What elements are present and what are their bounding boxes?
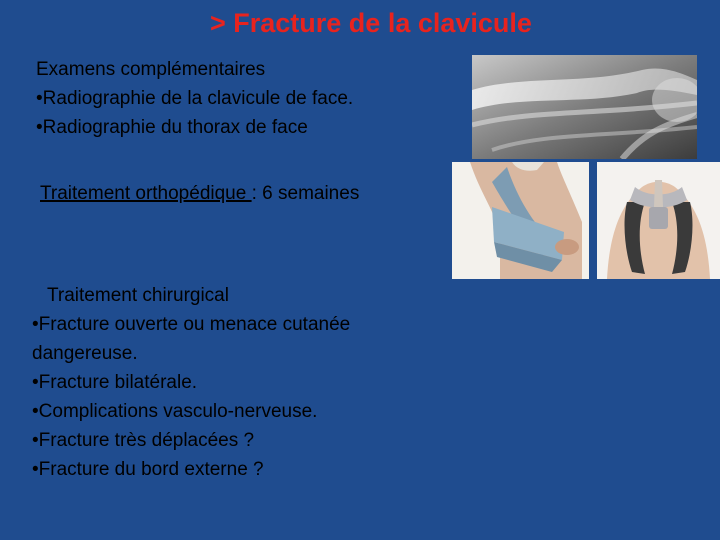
slide-title: > Fracture de la clavicule (210, 8, 532, 38)
surgical-heading: Traitement chirurgical (47, 285, 229, 306)
surgical-item: •Fracture ouverte ou menace cutanée dangereuse. (32, 314, 351, 364)
surgical-item: •Fracture très déplacées ? (32, 430, 255, 451)
orthopedic-line (40, 179, 359, 208)
exams-item: •Radiographie de la clavicule de face. (36, 88, 354, 109)
surgical-item: •Complications vasculo-nerveuse. (32, 401, 318, 422)
clavicle-brace-photo (597, 162, 720, 279)
arm-sling-photo (452, 162, 589, 279)
exams-item: •Radiographie du thorax de face (36, 117, 308, 138)
surgical-section (32, 281, 402, 484)
exams-heading: Examens complémentaires (36, 59, 266, 80)
brace-illustration (597, 162, 720, 279)
surgical-item: •Fracture du bord externe ? (32, 459, 264, 480)
arm-sling-illustration (452, 162, 589, 279)
xray-illustration (472, 55, 697, 159)
exams-section (36, 55, 353, 142)
orthopedic-label: Traitement orthopédique (40, 183, 252, 204)
clavicle-xray-image (472, 55, 697, 159)
surgical-item: •Fracture bilatérale. (32, 372, 198, 393)
orthopedic-duration: : 6 semaines (251, 183, 360, 204)
